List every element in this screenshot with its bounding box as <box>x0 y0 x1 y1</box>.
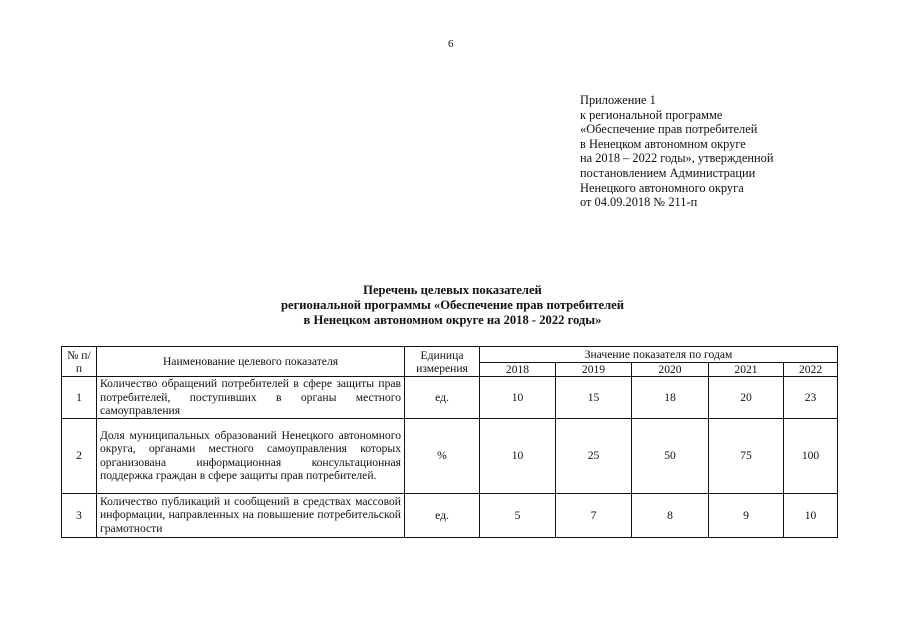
indicator-value: 100 <box>784 418 838 493</box>
indicator-name: Количество обращений потребителей в сфере защиты прав потребителей, поступивших в органы местного самоуправления <box>97 377 405 419</box>
indicator-name: Доля муниципальных образований Ненецкого автономного округа, органами местного самоуправления которых организована информационная консультационная поддержка граждан в сфере защиты прав потребителей. <box>97 418 405 493</box>
appendix-line: Приложение 1 <box>580 93 656 107</box>
indicator-value: 9 <box>709 493 784 537</box>
header-year: 2019 <box>556 363 632 377</box>
indicator-unit: ед. <box>405 493 480 537</box>
indicators-table <box>61 346 838 538</box>
appendix-line: Ненецкого автономного округа <box>580 180 744 195</box>
indicator-name: Количество публикаций и сообщений в средствах массовой информации, направленных на повышение потребительской грамотности <box>97 493 405 537</box>
appendix-line: в Ненецком автономном округе <box>580 136 746 151</box>
row-number: 2 <box>62 418 97 493</box>
header-values-group: Значение показателя по годам <box>480 347 838 363</box>
title-line: в Ненецком автономном округе на 2018 - 2022 годы» <box>303 313 602 327</box>
header-year: 2018 <box>480 363 556 377</box>
appendix-line: к региональной программе <box>580 107 723 122</box>
document-title <box>0 283 905 328</box>
table-row <box>62 493 838 537</box>
indicator-value: 7 <box>556 493 632 537</box>
indicator-unit: ед. <box>405 377 480 419</box>
table-row <box>62 418 838 493</box>
appendix-line: от 04.09.2018 № 211-п <box>580 195 698 210</box>
indicator-value: 25 <box>556 418 632 493</box>
indicator-value: 23 <box>784 377 838 419</box>
indicator-value: 10 <box>480 418 556 493</box>
header-unit: Единица измерения <box>405 347 480 377</box>
indicator-value: 10 <box>784 493 838 537</box>
header-year: 2022 <box>784 363 838 377</box>
row-number: 3 <box>62 493 97 537</box>
indicator-unit: % <box>405 418 480 493</box>
header-name: Наименование целевого показателя <box>97 347 405 377</box>
indicator-value: 5 <box>480 493 556 537</box>
table-row <box>62 377 838 419</box>
header-year: 2020 <box>632 363 709 377</box>
header-year: 2021 <box>709 363 784 377</box>
page-number: 6 <box>448 38 454 50</box>
appendix-note <box>580 93 773 210</box>
indicator-value: 18 <box>632 377 709 419</box>
indicator-value: 50 <box>632 418 709 493</box>
title-line: региональной программы «Обеспечение прав потребителей <box>280 298 625 312</box>
appendix-line: постановлением Администрации <box>580 165 756 180</box>
appendix-line: на 2018 – 2022 годы», утвержденной <box>580 151 774 166</box>
appendix-line: «Обеспечение прав потребителей <box>580 122 758 137</box>
indicator-value: 75 <box>709 418 784 493</box>
table-header-row <box>62 347 838 363</box>
title-line: Перечень целевых показателей <box>363 283 542 297</box>
header-number: № п/п <box>62 347 97 377</box>
indicator-value: 15 <box>556 377 632 419</box>
indicator-value: 20 <box>709 377 784 419</box>
row-number: 1 <box>62 377 97 419</box>
indicator-value: 10 <box>480 377 556 419</box>
indicator-value: 8 <box>632 493 709 537</box>
